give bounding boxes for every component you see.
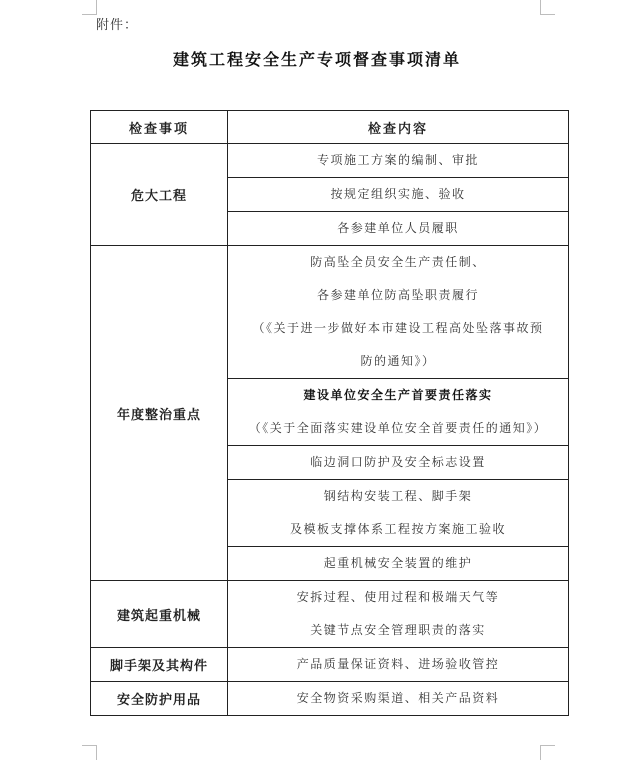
page-corner-mark-top-left <box>82 0 97 15</box>
content-line: 各参建单位人员履职 <box>337 221 459 235</box>
table-body <box>91 144 569 716</box>
table-row <box>91 246 569 379</box>
content-line: 安全物资采购渠道、相关产品资料 <box>296 691 500 705</box>
content-line: 专项施工方案的编制、审批 <box>316 153 479 167</box>
content-cell <box>228 246 569 379</box>
table-row <box>91 682 569 716</box>
document-title: 建筑工程安全生产专项督查事项清单 <box>172 50 461 69</box>
content-cell <box>228 682 569 716</box>
page-corner-mark-top-right <box>540 0 555 15</box>
category-cell: 年度整治重点 <box>91 246 228 581</box>
category-cell: 脚手架及其构件 <box>91 648 228 682</box>
content-cell <box>228 379 569 446</box>
category-cell: 安全防护用品 <box>91 682 228 716</box>
content-cell <box>228 581 569 648</box>
page-corner-mark-bottom-right <box>540 745 555 760</box>
content-line: 建设单位安全生产首要责任落实 <box>303 388 493 402</box>
inspection-checklist-table <box>90 110 569 716</box>
content-line: 临边洞口防护及安全标志设置 <box>310 455 486 469</box>
content-cell <box>228 212 569 246</box>
content-line: 起重机械安全装置的维护 <box>323 556 473 570</box>
table-row <box>91 648 569 682</box>
content-cell <box>228 144 569 178</box>
content-line: （《关于进一步做好本市建设工程高处坠落事故预 <box>252 321 544 335</box>
content-line: 关键节点安全管理职责的落实 <box>310 623 486 637</box>
content-line: （《关于全面落实建设单位安全首要责任的通知》） <box>248 421 548 435</box>
page-corner-mark-bottom-left <box>82 745 97 760</box>
content-cell <box>228 547 569 581</box>
table-row <box>91 581 569 648</box>
header-inspection-content: 检查内容 <box>228 111 569 144</box>
content-cell <box>228 446 569 480</box>
content-cell <box>228 480 569 547</box>
content-line: 产品质量保证资料、进场验收管控 <box>296 657 500 671</box>
content-line: 安拆过程、使用过程和极端天气等 <box>296 590 500 604</box>
content-line: 及模板支撑体系工程按方案施工验收 <box>289 522 506 536</box>
table-row <box>91 144 569 178</box>
content-line: 防高坠全员安全生产责任制、 <box>310 255 486 269</box>
content-line: 钢结构安装工程、脚手架 <box>323 489 473 503</box>
table-header-row <box>91 111 569 144</box>
content-line: 按规定组织实施、验收 <box>330 187 466 201</box>
content-line: 防的通知》） <box>360 354 436 368</box>
header-inspection-item: 检查事项 <box>91 111 228 144</box>
category-cell: 建筑起重机械 <box>91 581 228 648</box>
content-cell <box>228 178 569 212</box>
content-cell <box>228 648 569 682</box>
category-cell: 危大工程 <box>91 144 228 246</box>
attachment-label: 附件： <box>96 18 139 33</box>
content-line: 各参建单位防高坠职责履行 <box>316 288 479 302</box>
